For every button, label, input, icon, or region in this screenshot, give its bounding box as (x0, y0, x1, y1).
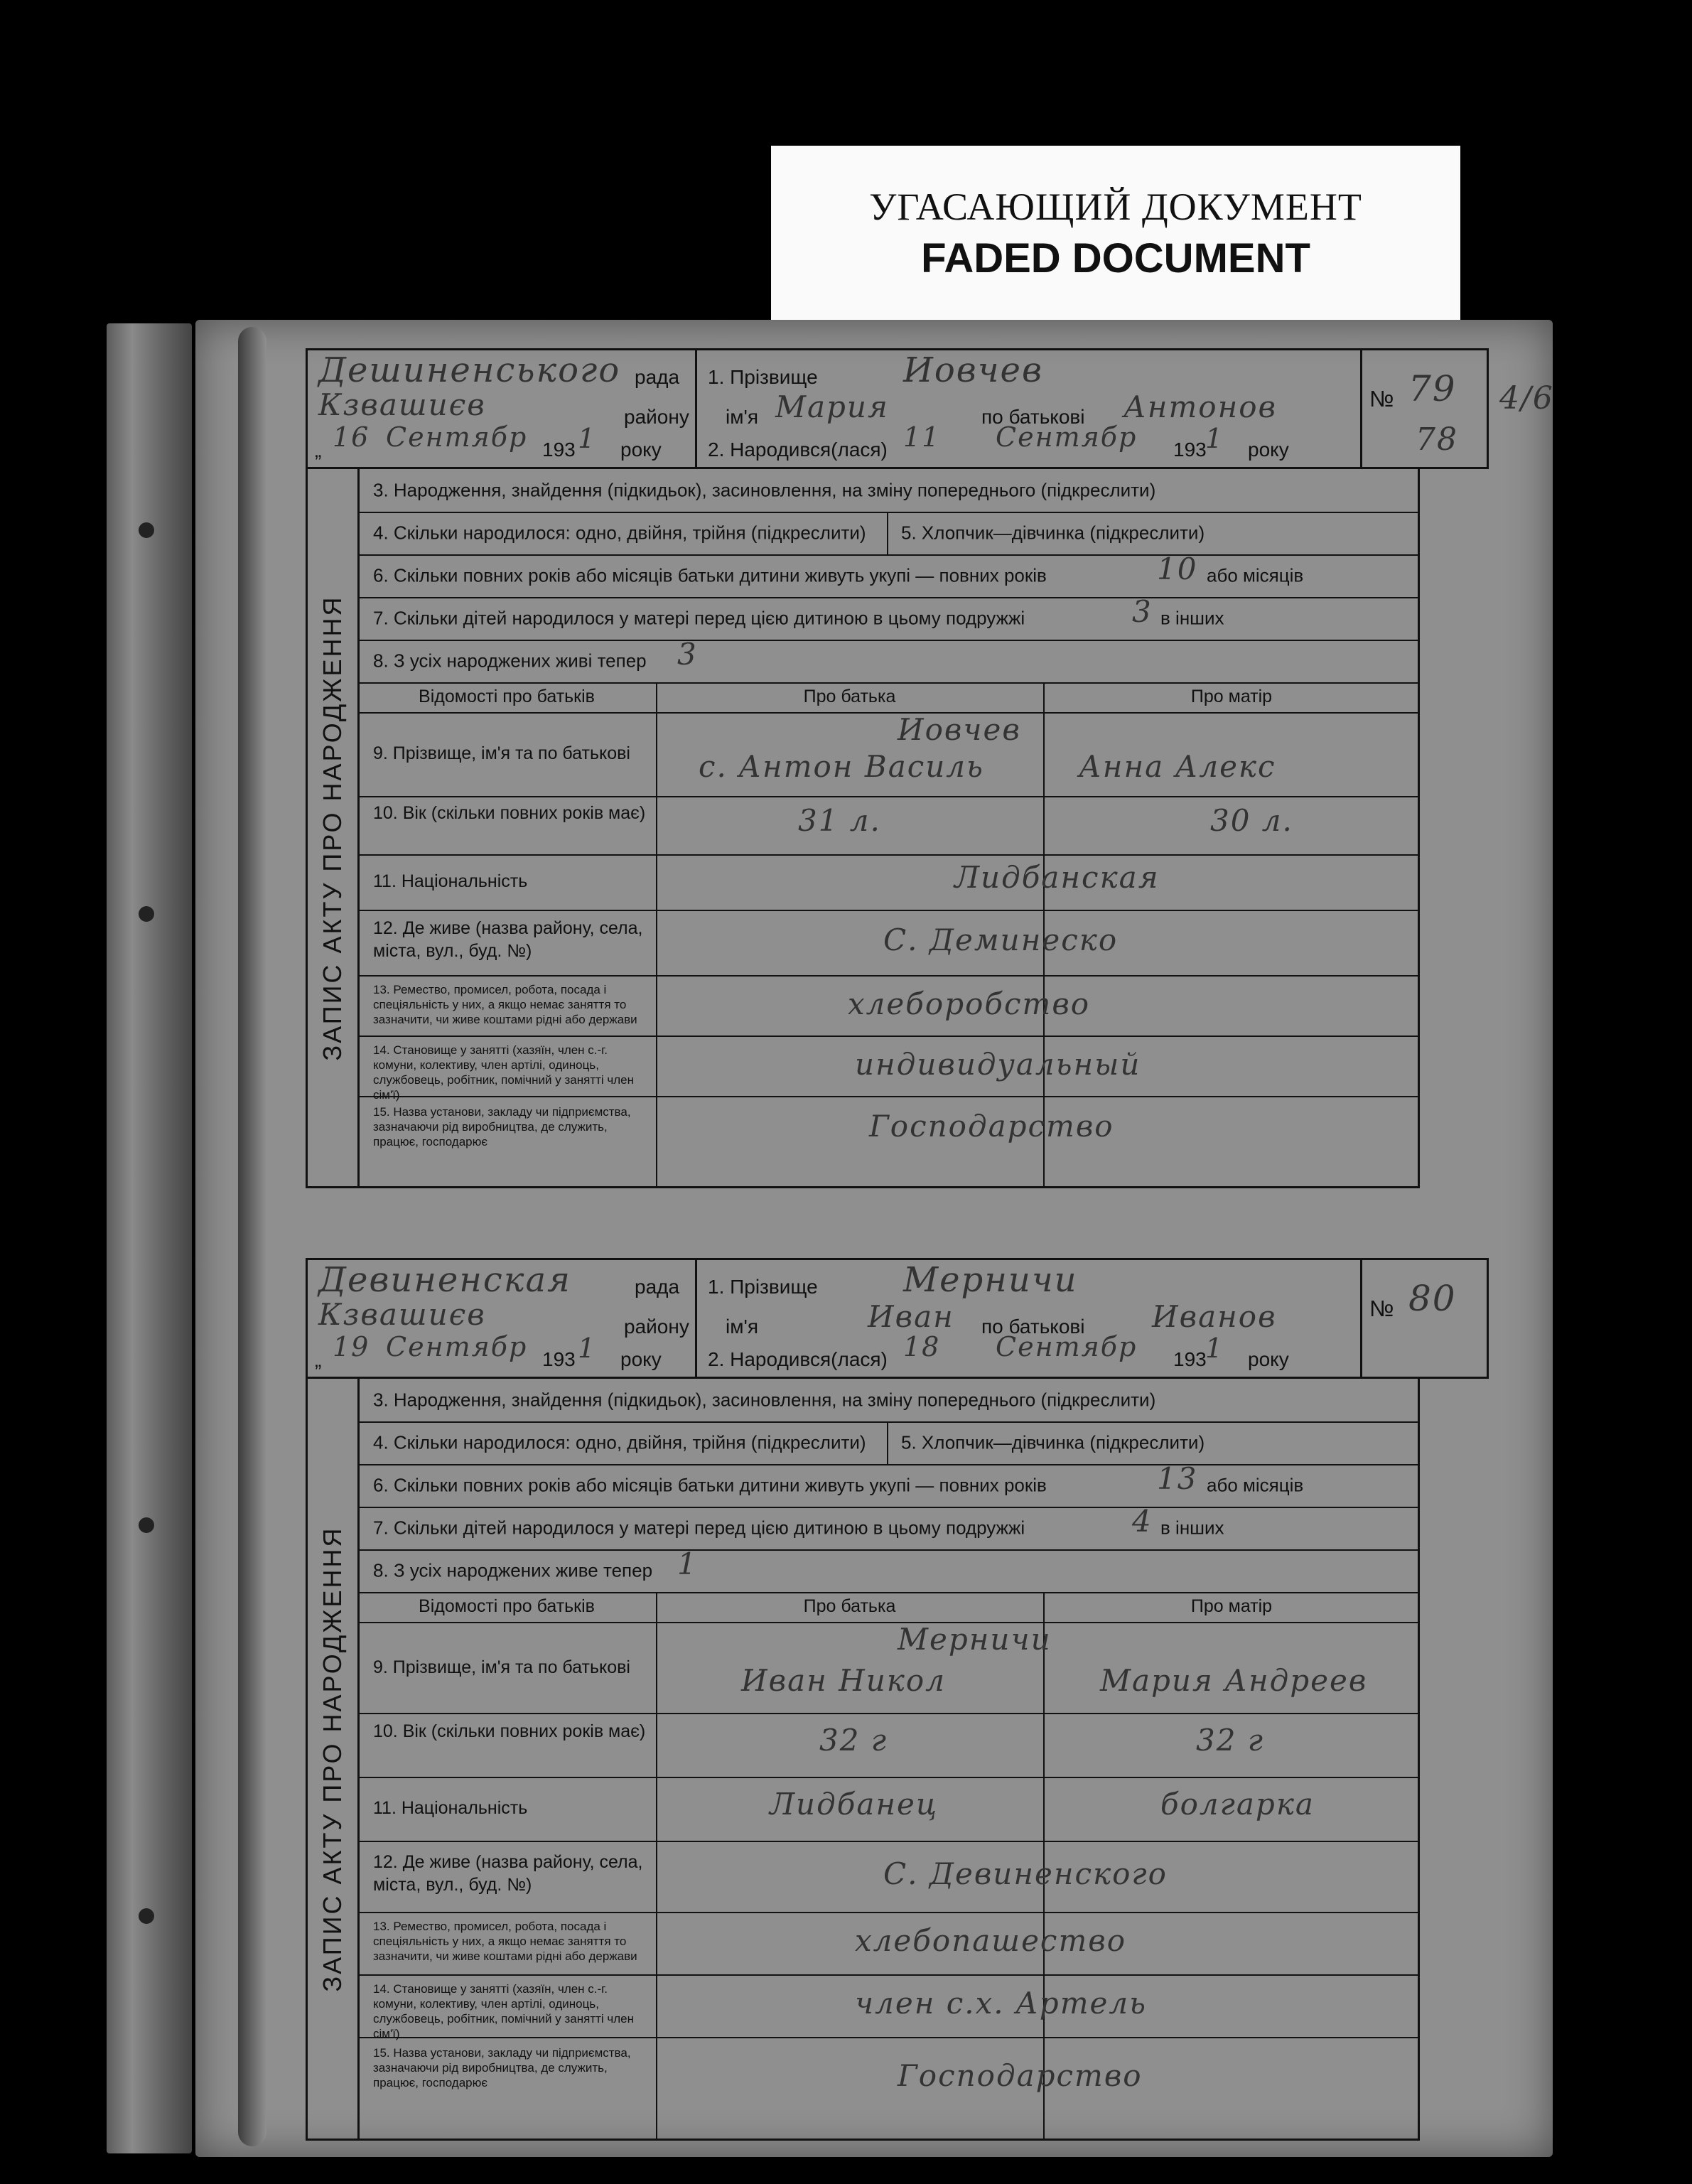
binding-hole (139, 1517, 154, 1533)
record-day: 16 (333, 421, 370, 453)
child-patronymic: Антонов (1123, 389, 1277, 424)
row-divider (887, 512, 888, 554)
occupation: хлеборобство (848, 986, 1091, 1021)
record-year-prefix: 193 (542, 439, 576, 461)
record-corner-note: 4/6 (1499, 380, 1554, 416)
row-3 (357, 469, 1418, 513)
father-surname: Иовчев (898, 712, 1021, 747)
field-3-label: 3. Народження, знайдення (підкидьок), засиновлення, на зміну попереднього (підкреслити) (373, 479, 1156, 501)
page-fold-shadow (238, 327, 266, 2146)
header-child-block (697, 1260, 1360, 1377)
years-together: 10 (1157, 552, 1198, 586)
born-label: 2. Народився(лася) (708, 1348, 888, 1370)
side-title-column (308, 469, 360, 1186)
date-open-quote: „ (315, 439, 322, 461)
roku-label: року (620, 439, 662, 461)
row-14 (357, 1035, 1418, 1102)
row-12-label: 12. Де живе (назва району, села, міста, вул., буд. №) (373, 918, 643, 961)
field-5-label: 5. Хлопчик—дівчинка (підкреслити) (901, 1431, 1205, 1453)
row-9 (357, 1622, 1418, 1714)
alive-now: 1 (677, 1546, 698, 1581)
header-location-block (308, 350, 697, 467)
field-5-label: 5. Хлопчик—дівчинка (підкреслити) (901, 522, 1205, 544)
birth-record-1 (306, 348, 1554, 1188)
record-year-prefix: 193 (542, 1348, 576, 1370)
field-7-label: 7. Скільки дітей народилося у матері перед цією дитиною в цьому подружжі (373, 607, 1025, 629)
side-title: ЗАПИС АКТУ ПРО НАРОДЖЕННЯ (318, 594, 347, 1061)
name-label: ім'я (726, 406, 758, 428)
child-patronymic: Иванов (1152, 1299, 1277, 1334)
row-10-label: 10. Вік (скільки повних років має) (373, 1721, 646, 1741)
record-body (306, 469, 1420, 1188)
row-11 (357, 854, 1418, 911)
record-month: Сентябр (386, 421, 528, 453)
row-15-label: 15. Назва установи, закладу чи підприємства, зазначаючи рід виробництва, де служить, працює, господарює (373, 1105, 631, 1149)
row-4-5 (357, 512, 1418, 556)
label-english: FADED DOCUMENT (921, 235, 1310, 281)
born-roku-label: року (1248, 439, 1289, 461)
alive-now: 3 (677, 637, 698, 672)
father-nationality: Лидбанец (770, 1787, 939, 1822)
record-header (306, 348, 1489, 469)
raion-name-handwritten: Кзвашиєв (318, 387, 486, 422)
binding-hole (139, 1908, 154, 1924)
institution: Господарство (898, 2058, 1143, 2093)
position: член с.х. Артель (855, 1986, 1147, 2021)
field-3-label: 3. Народження, знайдення (підкидьок), засиновлення, на зміну попереднього (підкреслити) (373, 1389, 1156, 1411)
row-divider (887, 1421, 888, 1464)
row-8 (357, 637, 1418, 684)
row-13 (357, 1912, 1418, 1976)
row-9-label: 9. Прізвище, ім'я та по батькові (373, 743, 630, 763)
header-child-block (697, 350, 1360, 467)
residence: С. Девиненского (883, 1856, 1168, 1891)
row-15-label: 15. Назва установи, закладу чи підприємства, зазначаючи рід виробництва, де служить, працює, господарює (373, 2046, 631, 2089)
children-before: 4 (1132, 1504, 1153, 1539)
nationality: Лидбанская (954, 860, 1160, 895)
row-7 (357, 594, 1418, 641)
row-9-label: 9. Прізвище, ім'я та по батькові (373, 1657, 630, 1677)
mother-age: 32 г (1196, 1723, 1265, 1758)
number-sign: № (1369, 1296, 1394, 1321)
children-before: 3 (1132, 594, 1153, 629)
side-title-column (308, 1379, 360, 2139)
parents-table-header (357, 1592, 1418, 1623)
field-8-label: 8. З усіх народжених живі тепер (373, 650, 647, 672)
row-13-label: 13. Ремество, промисел, робота, посада і спеціяльність у них, а якщо немає заняття то зазначити, чи живе коштами рідні або держави (373, 983, 637, 1026)
record-month: Сентябр (386, 1331, 528, 1362)
born-year-digit: 1 (1205, 1333, 1224, 1364)
field-6-months-label: або місяців (1207, 1474, 1304, 1496)
binding-hole (139, 906, 154, 922)
born-year-prefix: 193 (1173, 439, 1207, 461)
side-title: ЗАПИС АКТУ ПРО НАРОДЖЕННЯ (318, 1525, 347, 1992)
patronymic-label: по батькові (981, 1316, 1085, 1338)
patronymic-label: по батькові (981, 406, 1085, 428)
row-11-label: 11. Національність (373, 1798, 528, 1818)
parents-table-header (357, 682, 1418, 714)
row-12 (357, 910, 1418, 977)
birth-record-2 (306, 1258, 1489, 2141)
th-mother: Про матір (1190, 1596, 1273, 1616)
field-6-label: 6. Скільки повних років або місяців батьки дитини живуть укупі — повних років (373, 564, 1047, 586)
book-spine (107, 323, 192, 2153)
father-surname: Мерничи (898, 1622, 1052, 1657)
name-label: ім'я (726, 1316, 758, 1338)
field-4-label: 4. Скільки народилося: одно, двійня, трійня (підкреслити) (373, 1431, 866, 1453)
child-name: Иван (868, 1299, 954, 1334)
row-8 (357, 1546, 1418, 1593)
th-father: Про батька (803, 1596, 896, 1616)
born-day: 11 (903, 421, 941, 453)
mother-age: 30 л. (1210, 803, 1293, 838)
mother-name: Анна Алекс (1079, 749, 1276, 784)
record-number: 80 (1408, 1278, 1457, 1319)
field-7-other-label: в інших (1160, 1517, 1224, 1539)
th-mother: Про матір (1190, 687, 1273, 706)
row-4-5 (357, 1421, 1418, 1465)
field-4-label: 4. Скільки народилося: одно, двійня, трійня (підкреслити) (373, 522, 866, 544)
years-together: 13 (1157, 1461, 1198, 1496)
field-6-months-label: або місяців (1207, 564, 1304, 586)
raion-label: району (624, 406, 689, 428)
father-age: 31 л. (798, 803, 881, 838)
th-father: Про батька (803, 687, 896, 706)
row-13 (357, 975, 1418, 1037)
child-name: Мария (775, 389, 889, 424)
born-year-digit: 1 (1205, 423, 1224, 454)
born-roku-label: року (1248, 1348, 1289, 1370)
rada-label: рада (635, 1276, 680, 1298)
th-info: Відомості про батьків (419, 1596, 595, 1616)
row-3 (357, 1379, 1418, 1423)
field-8-label: 8. З усіх народжених живе тепер (373, 1559, 653, 1581)
record-number-box (1360, 1260, 1487, 1377)
row-7 (357, 1504, 1418, 1551)
record-header (306, 1258, 1489, 1379)
record-number-alt: 78 (1416, 421, 1458, 458)
field-6-label: 6. Скільки повних років або місяців батьки дитини живуть укупі — повних років (373, 1474, 1047, 1496)
surname-label: 1. Прізвище (708, 1276, 818, 1298)
row-10-label: 10. Вік (скільки повних років має) (373, 803, 646, 823)
father-name: Иван Никол (741, 1663, 946, 1698)
child-surname: Иовчев (903, 350, 1043, 390)
row-6 (357, 1461, 1418, 1508)
father-name: с. Антон Василь (699, 749, 984, 784)
rada-name-handwritten: Дешиненського (318, 350, 621, 390)
roku-label: року (620, 1348, 662, 1370)
born-day: 18 (903, 1331, 941, 1362)
register-page (195, 320, 1553, 2157)
row-12-label: 12. Де живе (назва району, села, міста, вул., буд. №) (373, 1852, 643, 1895)
row-11 (357, 1777, 1418, 1842)
row-13-label: 13. Ремество, промисел, робота, посада і спеціяльність у них, а якщо немає заняття то зазначити, чи живе коштами рідні або держави (373, 1920, 637, 1963)
row-14-label: 14. Становище у занятті (хазяїн, член с.-г. комуни, колективу, член артілі, одиноць, службовець, робітник, помічний у занятті член сім'ї) (373, 1043, 635, 1102)
rada-name-handwritten: Девиненская (318, 1260, 571, 1300)
row-10 (357, 1713, 1418, 1778)
row-6 (357, 554, 1418, 598)
field-7-other-label: в інших (1160, 607, 1224, 629)
mother-nationality: болгарка (1160, 1787, 1315, 1822)
record-year-digit: 1 (578, 423, 597, 454)
row-9 (357, 712, 1418, 797)
child-surname: Мерничи (903, 1260, 1078, 1300)
raion-name-handwritten: Кзвашиєв (318, 1297, 486, 1332)
born-label: 2. Народився(лася) (708, 439, 888, 461)
row-10 (357, 796, 1418, 856)
institution: Господарство (869, 1109, 1114, 1144)
mother-name: Мария Андреев (1100, 1663, 1368, 1698)
born-month: Сентябр (996, 1331, 1138, 1362)
th-info: Відомості про батьків (419, 687, 595, 706)
rada-label: рада (635, 366, 680, 388)
faded-document-label (771, 146, 1460, 323)
row-14-label: 14. Становище у занятті (хазяїн, член с.-г. комуни, колективу, член артілі, одиноць, службовець, робітник, помічний у занятті член сім'ї) (373, 1982, 635, 2040)
raion-label: району (624, 1316, 689, 1338)
header-location-block (308, 1260, 697, 1377)
row-12 (357, 1841, 1418, 1913)
born-year-prefix: 193 (1173, 1348, 1207, 1370)
field-7-label: 7. Скільки дітей народилося у матері перед цією дитиною в цьому подружжі (373, 1517, 1025, 1539)
number-sign: № (1369, 386, 1394, 411)
occupation: хлебопашество (855, 1923, 1127, 1958)
record-body (306, 1379, 1420, 2141)
position: индивидуальный (855, 1047, 1141, 1082)
father-age: 32 г (819, 1723, 888, 1758)
residence: С. Деминеско (883, 922, 1119, 957)
record-number: 79 (1408, 368, 1457, 409)
row-14 (357, 1974, 1418, 2038)
surname-label: 1. Прізвище (708, 366, 818, 388)
row-11-label: 11. Національність (373, 871, 528, 891)
date-open-quote: „ (315, 1349, 322, 1371)
binding-hole (139, 522, 154, 538)
label-russian: УГАСАЮЩИЙ ДОКУМЕНТ (869, 185, 1362, 228)
record-number-box (1360, 350, 1487, 467)
record-year-digit: 1 (578, 1333, 597, 1364)
record-day: 19 (333, 1331, 370, 1362)
born-month: Сентябр (996, 421, 1138, 453)
